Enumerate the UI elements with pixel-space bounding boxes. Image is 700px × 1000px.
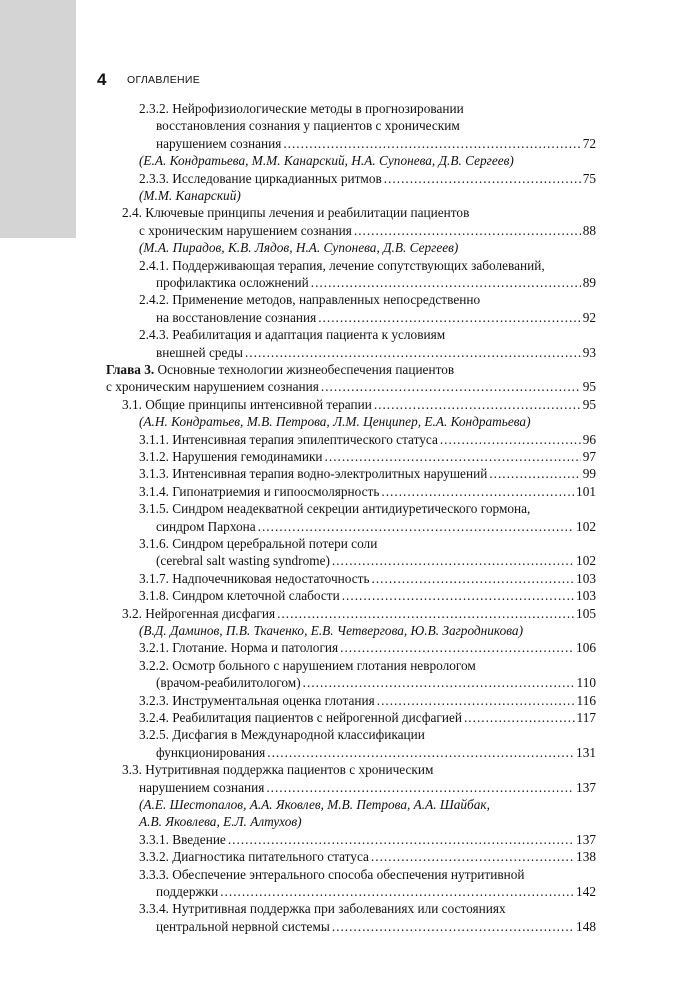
toc-entry xyxy=(139,900,506,917)
leader-dots xyxy=(440,431,581,448)
toc-entry-title: 2.3.2. Нейрофизиологические методы в прогнозировании xyxy=(139,101,464,116)
toc-entry-title: 3.2. Нейрогенная дисфагия xyxy=(122,605,276,621)
running-head: ОГЛАВЛЕНИЕ xyxy=(127,74,201,86)
toc-entry-title: на восстановление сознания xyxy=(156,309,317,325)
toc-entry xyxy=(139,657,476,674)
toc-entry xyxy=(139,448,596,465)
toc-entry-title: 2.3.3. Исследование циркадианных ритмов xyxy=(139,170,382,186)
toc-entry-title: с хроническим нарушением сознания xyxy=(139,222,352,238)
toc-entry-title: 3.1.1. Интенсивная терапия эпилептического статуса xyxy=(139,431,438,447)
toc-entry-title: восстановления сознания у пациентов с хроническим xyxy=(156,118,460,134)
toc-entry-title: центральной нервной системы xyxy=(156,918,330,934)
toc-entry-title: (В.Д. Даминов, П.В. Ткаченко, Е.В. Четвергова, Ю.В. Загродникова) xyxy=(139,623,524,638)
toc-entry xyxy=(156,344,596,361)
leader-dots xyxy=(228,831,574,848)
toc-entry-title: 2.4.2. Применение методов, направленных непосредственно xyxy=(139,292,481,308)
leader-dots xyxy=(267,744,574,761)
toc-entry xyxy=(139,866,525,883)
toc-entry xyxy=(139,639,596,656)
leader-dots xyxy=(332,552,574,569)
toc-entry-title: 3.3.3. Обеспечение энтерального способа обеспечения нутритивной xyxy=(139,866,525,882)
leader-dots xyxy=(318,309,580,326)
toc-authors xyxy=(139,152,514,169)
leader-dots xyxy=(220,883,574,900)
toc-authors xyxy=(139,187,241,204)
toc-page-number: 103 xyxy=(576,588,596,604)
leader-dots xyxy=(381,483,574,500)
toc-entry xyxy=(156,883,596,900)
toc-entry-title: (врачом-реабилитологом) xyxy=(156,675,301,691)
toc-entry xyxy=(139,257,545,274)
toc-page-number: 92 xyxy=(582,309,596,325)
toc-authors xyxy=(139,796,490,813)
toc-entry xyxy=(122,761,433,778)
toc-entry-title: 3.2.1. Глотание. Норма и патология xyxy=(139,640,339,656)
leader-dots xyxy=(266,779,574,796)
toc-entry-title: нарушением сознания xyxy=(139,779,265,795)
toc-authors xyxy=(139,413,531,430)
toc-entry-title: синдром Пархона xyxy=(156,518,256,534)
toc-entry-title: 2.4.3. Реабилитация и адаптация пациента к условиям xyxy=(139,327,446,343)
leader-dots xyxy=(283,135,580,152)
toc-page-number: 110 xyxy=(576,675,596,691)
chapter-label: Глава 3. xyxy=(106,362,155,377)
leader-dots xyxy=(325,448,581,465)
toc-page-number: 93 xyxy=(582,344,596,360)
toc-entry-title: 3.1.2. Нарушения гемодинамики xyxy=(139,449,323,464)
toc-entry xyxy=(156,274,596,291)
toc-entry-title: 3.1.6. Синдром церебральной потери соли xyxy=(139,536,378,551)
toc-page-number: 131 xyxy=(576,744,596,760)
toc-entry-title: (Е.А. Кондратьева, М.М. Канарский, Н.А. Супонева, Д.В. Сергеев) xyxy=(139,153,514,169)
toc-page-number: 142 xyxy=(576,884,596,899)
toc-page-number: 137 xyxy=(576,831,596,847)
toc-entry xyxy=(106,378,596,395)
toc-entry xyxy=(139,500,530,517)
leader-dots xyxy=(303,674,575,691)
toc-entry-title: (М.А. Пирадов, К.В. Лядов, Н.А. Супонева, Д.В. Сергеев) xyxy=(139,240,459,256)
toc-entry xyxy=(139,291,480,308)
toc-entry-title: 3.1.7. Надпочечниковая недостаточность xyxy=(139,570,370,586)
toc-entry xyxy=(156,744,596,761)
toc-entry-title: (cerebral salt wasting syndrome) xyxy=(156,553,330,569)
leader-dots xyxy=(371,848,574,865)
toc-entry xyxy=(156,135,596,152)
leader-dots xyxy=(245,344,581,361)
toc-page-number: 138 xyxy=(576,849,596,865)
toc-entry-title: с хроническим нарушением сознания xyxy=(106,379,319,395)
toc-entry xyxy=(139,170,596,187)
toc-entry-title: 3.2.4. Реабилитация пациентов с нейрогенной дисфагией xyxy=(139,710,462,725)
leader-dots xyxy=(372,570,575,587)
toc-entry xyxy=(139,848,596,865)
toc-entry-title: 3.3.4. Нутритивная поддержка при заболеваниях или состояниях xyxy=(139,901,506,917)
toc-entry xyxy=(122,204,469,221)
page-number: 4 xyxy=(97,70,107,89)
toc-entry xyxy=(156,309,596,326)
toc-page-number: 99 xyxy=(582,466,596,482)
toc-entry xyxy=(156,918,596,935)
toc-page-number: 102 xyxy=(576,553,596,569)
toc-entry xyxy=(139,709,596,726)
leader-dots xyxy=(311,274,581,291)
toc-entry xyxy=(139,570,596,587)
leader-dots xyxy=(354,222,581,239)
toc-entry-title: Глава 3. Основные технологии жизнеобеспечения пациентов xyxy=(106,362,455,377)
toc-entry-title: 3.1. Общие принципы интенсивной терапии xyxy=(122,396,372,412)
toc-entry xyxy=(156,117,460,134)
toc-page-number: 88 xyxy=(582,222,596,238)
toc-entry-title: 2.4.1. Поддерживающая терапия, лечение сопутствующих заболеваний, xyxy=(139,257,545,273)
leader-dots xyxy=(277,605,574,622)
toc-page-number: 89 xyxy=(582,275,596,290)
toc-page-number: 148 xyxy=(576,918,596,934)
toc-entry-title: функционирования xyxy=(156,744,266,760)
toc-page-number: 106 xyxy=(576,640,596,656)
toc-entry xyxy=(139,326,445,343)
leader-dots xyxy=(489,465,580,482)
toc-entry xyxy=(139,692,596,709)
toc-entry-title: 2.4. Ключевые принципы лечения и реабилитации пациентов xyxy=(122,205,470,221)
toc-entry xyxy=(106,361,454,378)
toc-entry-title: 3.2.3. Инструментальная оценка глотания xyxy=(139,692,375,708)
leader-dots xyxy=(384,170,581,187)
toc-entry xyxy=(139,831,596,848)
toc-page-number: 103 xyxy=(576,570,596,586)
toc-authors xyxy=(139,813,302,830)
toc-entry xyxy=(139,587,596,604)
toc-entry xyxy=(139,222,596,239)
toc-entry xyxy=(122,605,596,622)
toc-authors xyxy=(139,239,458,256)
toc-authors xyxy=(139,622,523,639)
toc-entry-title: (А.Е. Шестопалов, А.А. Яковлев, М.В. Петрова, А.А. Шайбак, xyxy=(139,797,490,812)
leader-dots xyxy=(321,378,581,395)
toc-page-number: 95 xyxy=(582,379,596,395)
toc-entry-title: 3.2.5. Дисфагия в Международной классификации xyxy=(139,727,425,743)
toc-entry xyxy=(139,483,596,500)
toc-entry-title: 3.1.8. Синдром клеточной слабости xyxy=(139,588,340,604)
toc-entry-title: 3.3.1. Введение xyxy=(139,831,226,847)
toc-entry-title: 3.1.3. Интенсивная терапия водно-электролитных нарушений xyxy=(139,466,488,482)
toc-entry-title: 3.3. Нутритивная поддержка пациентов с хроническим xyxy=(122,762,434,778)
leader-dots xyxy=(342,587,574,604)
toc-page-number: 102 xyxy=(576,518,596,534)
toc-page-number: 96 xyxy=(582,431,596,447)
leader-dots xyxy=(464,709,575,726)
leader-dots xyxy=(258,518,574,535)
toc-page-number: 72 xyxy=(582,135,596,151)
toc-entry xyxy=(139,465,596,482)
toc-entry-title: 3.2.2. Осмотр больного с нарушением глотания неврологом xyxy=(139,657,476,673)
leader-dots xyxy=(332,918,574,935)
toc-page-number: 101 xyxy=(576,483,596,499)
toc-entry xyxy=(122,396,596,413)
toc-entry-title: внешней среды xyxy=(156,344,243,360)
leader-dots xyxy=(340,639,574,656)
toc-entry xyxy=(156,674,596,691)
toc-page-number: 75 xyxy=(582,170,596,186)
toc-page-number: 97 xyxy=(582,449,596,464)
toc-entry-title: (А.Н. Кондратьев, М.В. Петрова, Л.М. Ценципер, Е.А. Кондратьева) xyxy=(139,414,531,430)
toc-entry xyxy=(139,100,464,117)
toc-page-number: 116 xyxy=(576,692,596,708)
toc-entry-title: А.В. Яковлева, Е.Л. Алтухов) xyxy=(139,814,302,830)
toc-page-number: 95 xyxy=(582,396,596,412)
leader-dots xyxy=(377,692,575,709)
toc-entry-title: нарушением сознания xyxy=(156,135,282,151)
leader-dots xyxy=(374,396,581,413)
toc-entry xyxy=(139,726,425,743)
toc-entry-title: профилактика осложнений xyxy=(156,275,309,290)
toc-entry xyxy=(156,518,596,535)
toc-entry xyxy=(139,779,596,796)
toc-entry-title: 3.3.2. Диагностика питательного статуса xyxy=(139,849,369,865)
toc-entry xyxy=(139,535,377,552)
toc-entry-title: поддержки xyxy=(156,884,219,899)
toc-page-number: 117 xyxy=(576,710,596,725)
toc-entry-title: 3.1.4. Гипонатриемия и гипоосмолярность xyxy=(139,483,380,499)
toc-page-number: 137 xyxy=(576,779,596,795)
toc-page-number: 105 xyxy=(576,605,596,621)
toc-entry-title: 3.1.5. Синдром неадекватной секреции антидиуретического гормона, xyxy=(139,501,531,517)
toc-entry-title: (М.М. Канарский) xyxy=(139,188,241,203)
toc-entry xyxy=(156,552,596,569)
toc-entry xyxy=(139,431,596,448)
